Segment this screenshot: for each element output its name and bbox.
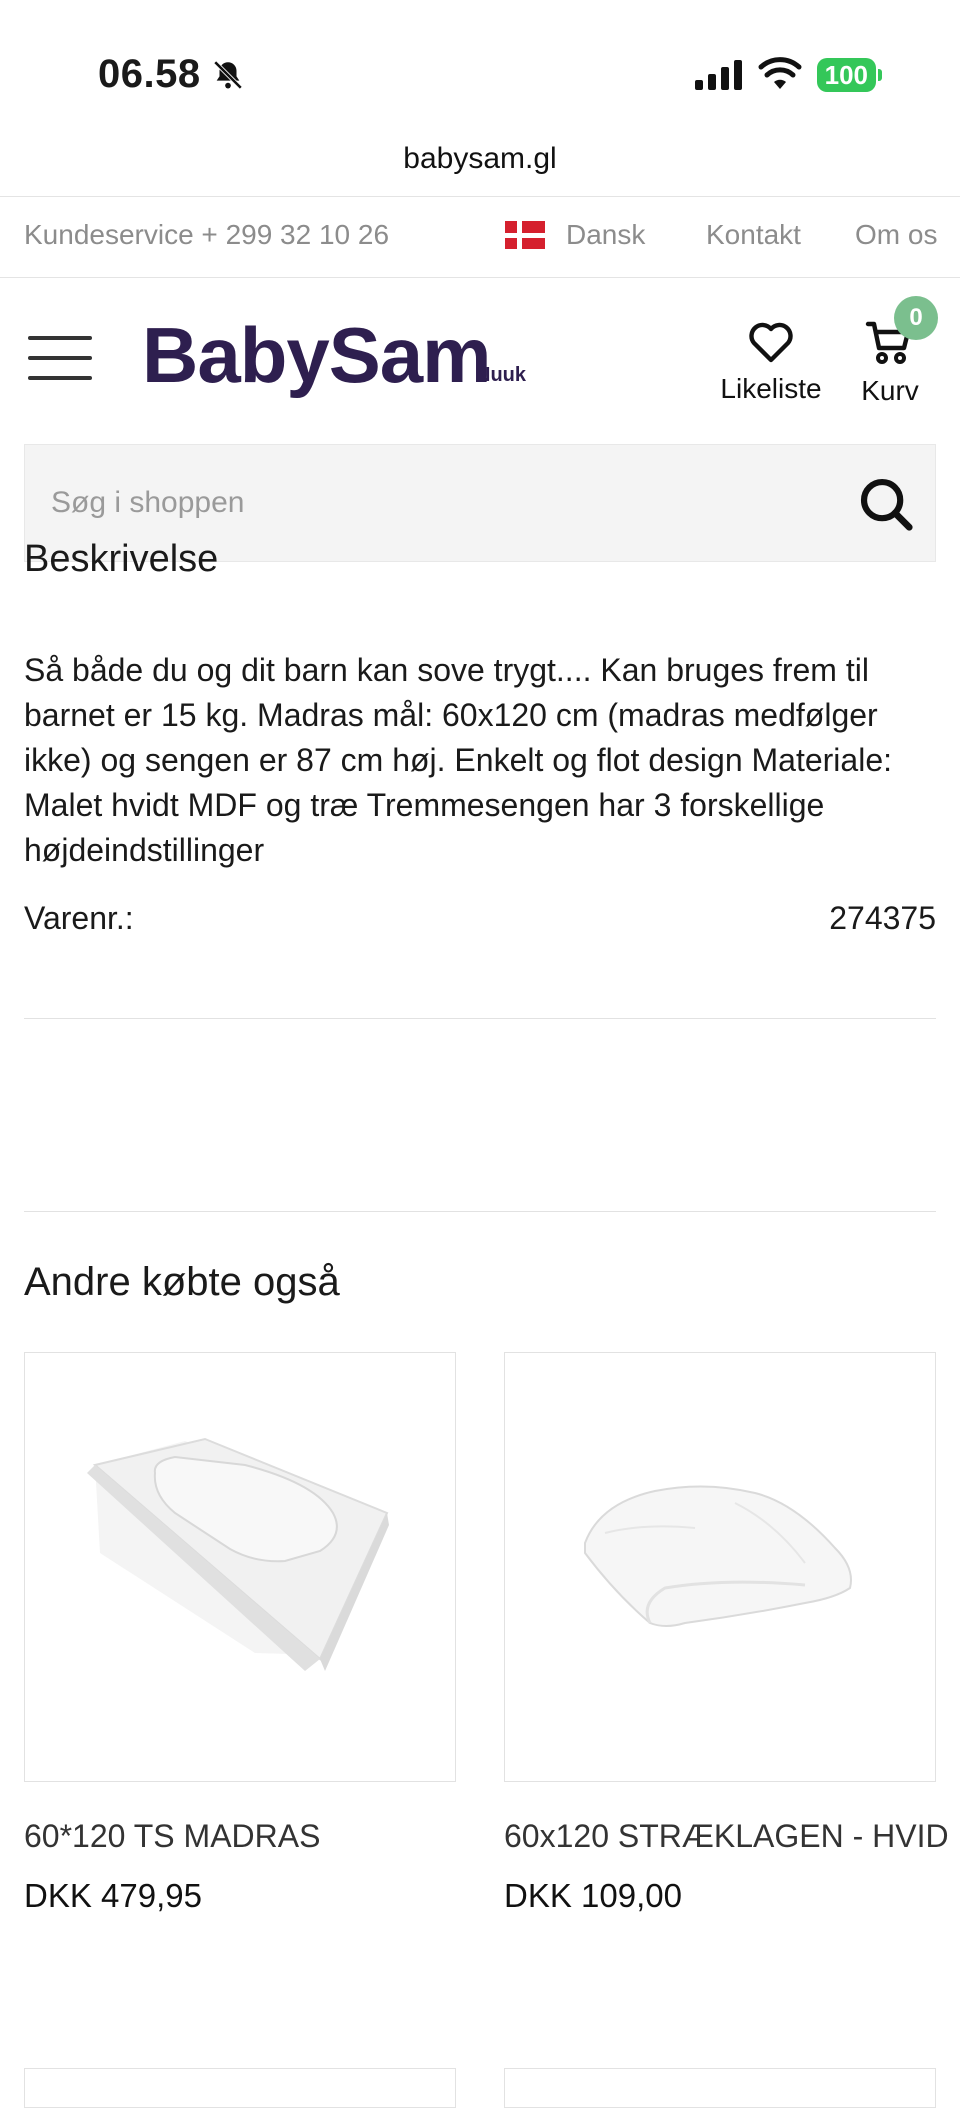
sku-label: Varenr.: xyxy=(24,900,134,936)
danish-flag-icon xyxy=(505,221,545,249)
status-indicators xyxy=(695,58,876,92)
status-time-text: 06.58 xyxy=(98,52,201,96)
address-bar-url[interactable]: babysam.gl xyxy=(403,142,557,175)
product-price: DKK 109,00 xyxy=(504,1877,682,1914)
status-time xyxy=(98,52,245,97)
wifi-icon xyxy=(759,59,801,91)
product-card-next[interactable] xyxy=(24,2068,456,2108)
sku-row xyxy=(24,900,936,937)
product-price: DKK 479,95 xyxy=(24,1877,202,1914)
product-card[interactable] xyxy=(504,1352,949,1915)
search-icon[interactable] xyxy=(855,473,917,535)
product-description: Så både du og dit barn kan sove trygt.... Kan bruges frem til barnet er 15 kg. Madras mål: 60x120 cm (madras medfølger ikke) og sengen er 87 cm høj. Enkelt og flot design Materiale: Malet hvidt MDF og træ Tremmesengen har 3 forskellige højdeindstillinger xyxy=(24,652,892,868)
status-bar xyxy=(0,0,960,175)
cart-count-badge: 0 xyxy=(894,296,938,340)
product-name[interactable]: 60*120 TS MADRAS xyxy=(24,1818,321,1854)
top-info-bar xyxy=(0,196,960,278)
wishlist-button[interactable] xyxy=(716,320,826,405)
search-input[interactable] xyxy=(51,475,831,531)
sku-value: 274375 xyxy=(829,900,936,936)
cart-button[interactable] xyxy=(850,304,930,407)
heart-icon xyxy=(747,320,795,364)
description-heading-wrapper xyxy=(24,538,936,604)
cart-label: Kurv xyxy=(861,375,919,406)
cellular-signal-icon xyxy=(695,60,743,90)
about-link[interactable]: Om os xyxy=(855,219,938,250)
divider xyxy=(24,1018,936,1019)
product-image-mattress[interactable] xyxy=(24,1352,456,1782)
sheet-image xyxy=(505,1353,935,1781)
language-selector[interactable]: Dansk xyxy=(566,219,646,250)
product-card-next[interactable] xyxy=(504,2068,936,2108)
related-products-title: Andre købte også xyxy=(24,1260,340,1304)
bell-muted-icon xyxy=(211,58,245,92)
product-card[interactable] xyxy=(24,1352,456,1915)
contact-link[interactable]: Kontakt xyxy=(706,219,801,250)
mattress-image xyxy=(25,1353,455,1781)
site-logo-location: Nuuk xyxy=(476,364,526,386)
product-image-fitted-sheet[interactable] xyxy=(504,1352,936,1782)
battery-indicator: 100 xyxy=(817,58,876,92)
product-name[interactable]: 60x120 STRÆKLAGEN - HVID xyxy=(504,1818,949,1854)
customer-service-link[interactable]: Kundeservice + 299 32 10 26 xyxy=(24,219,390,250)
description-heading: Beskrivelse xyxy=(24,538,219,580)
site-logo[interactable]: BabySam xyxy=(142,311,491,399)
wishlist-label: Likeliste xyxy=(720,373,822,404)
site-header xyxy=(0,280,960,440)
menu-icon[interactable] xyxy=(28,336,92,380)
divider xyxy=(24,1211,936,1212)
